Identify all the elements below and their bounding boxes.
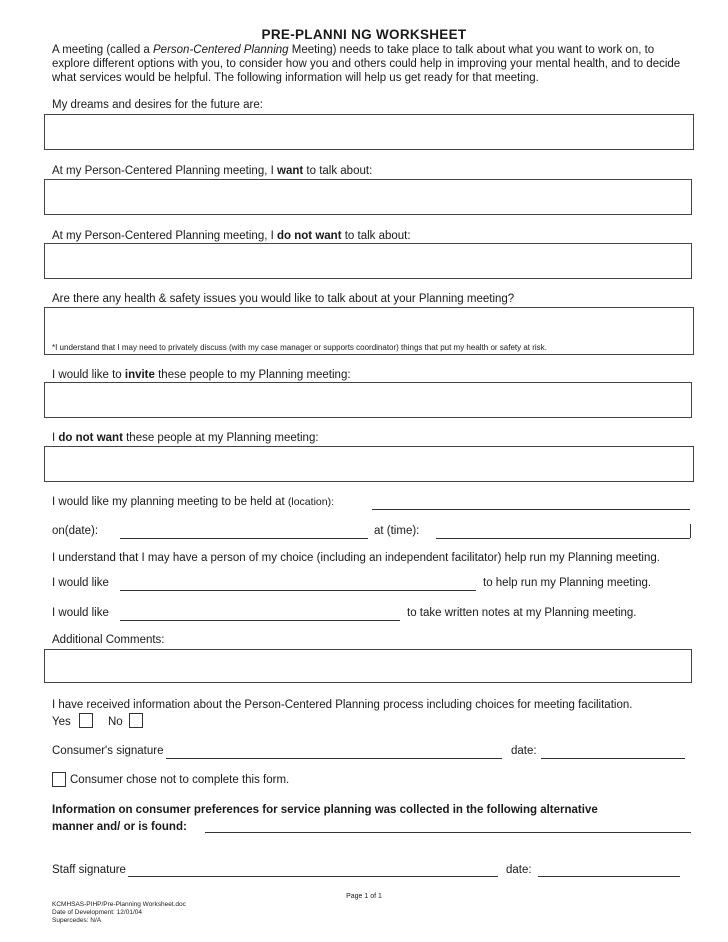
- not-want-label-post: to talk about:: [341, 230, 411, 242]
- not-want-field[interactable]: [44, 243, 692, 279]
- location-label: [52, 496, 334, 508]
- yes-checkbox[interactable]: [79, 713, 93, 728]
- alt-info-line2: manner and/ or is found:: [52, 821, 187, 833]
- additional-comments-label: Additional Comments:: [52, 634, 165, 646]
- time-label: at (time):: [374, 525, 420, 537]
- facilitator-name-line[interactable]: [120, 590, 476, 591]
- invite-label: [52, 369, 351, 381]
- no-checkbox[interactable]: [129, 713, 143, 728]
- invite-label-post: these people to my Planning meeting:: [154, 369, 351, 381]
- want-label: [52, 165, 372, 177]
- intro-text-1: A meeting (called a: [52, 44, 154, 56]
- staff-signature-line[interactable]: [128, 876, 498, 877]
- note-taker-name-line[interactable]: [120, 620, 400, 621]
- intro-paragraph: [52, 43, 692, 85]
- footer-supersedes: Supercedes: N/A: [52, 917, 102, 924]
- staff-date-line[interactable]: [538, 876, 680, 877]
- yes-label: Yes: [52, 716, 71, 728]
- intro-text-2: Meeting) needs to take place to talk about what you want to work on, to explore different options with you, to consider how you and others could help in improving your mental health, and to decide what services would be helpful. The following information will help us get ready for that meeting.: [52, 44, 681, 84]
- location-label-text: I would like my planning meeting to be held at: [52, 496, 288, 508]
- not-invite-label-bold: do not want: [58, 432, 123, 444]
- want-label-post: to talk about:: [303, 165, 373, 177]
- health-note: *I understand that I may need to privately discuss (with my case manager or supports coordinator) things that put my health or safety at risk.: [52, 343, 547, 352]
- want-label-bold: want: [277, 165, 304, 177]
- dreams-field[interactable]: [44, 114, 694, 150]
- consumer-date-label: date:: [511, 745, 537, 757]
- no-label: No: [108, 716, 123, 728]
- consumer-signature-line[interactable]: [166, 758, 502, 759]
- want-field[interactable]: [44, 179, 692, 215]
- invite-field[interactable]: [44, 382, 692, 418]
- footer-dev-date: Date of Development: 12/01/04: [52, 909, 142, 916]
- would-like-2-label: I would like: [52, 607, 109, 619]
- footer-block: [52, 901, 186, 925]
- alt-info-line1: Information on consumer preferences for service planning was collected in the following alternative: [52, 804, 598, 816]
- not-want-label: [52, 230, 411, 242]
- received-info-text: I have received information about the Person-Centered Planning process including choices for meeting facilitation.: [52, 699, 633, 711]
- time-input-line[interactable]: [436, 538, 690, 539]
- intro-italic: Person-Centered Planning: [153, 44, 289, 56]
- time-line-end-tick: [690, 524, 691, 538]
- invite-label-bold: invite: [124, 369, 155, 381]
- page-title: PRE-PLANNI NG WORKSHEET: [261, 27, 467, 42]
- not-want-label-bold: do not want: [277, 230, 342, 242]
- staff-signature-label: Staff signature: [52, 864, 126, 876]
- consumer-date-line[interactable]: [541, 758, 685, 759]
- would-like-1-suffix: to help run my Planning meeting.: [483, 577, 652, 589]
- not-invite-label-pre: I: [52, 432, 59, 444]
- page-number: Page 1 of 1: [346, 893, 382, 900]
- location-input-line[interactable]: [372, 509, 690, 510]
- staff-date-label: date:: [506, 864, 532, 876]
- would-like-1-label: I would like: [52, 577, 109, 589]
- location-label-paren: (location):: [287, 496, 334, 508]
- consumer-chose-label: Consumer chose not to complete this form.: [70, 774, 290, 786]
- facilitator-text: I understand that I may have a person of my choice (including an independent facilitator) help run my Planning meeting.: [52, 552, 660, 564]
- additional-comments-field[interactable]: [44, 649, 692, 683]
- consumer-signature-label: Consumer's signature: [52, 745, 164, 757]
- consumer-chose-checkbox[interactable]: [52, 772, 66, 787]
- invite-label-pre: I would like to: [52, 369, 125, 381]
- not-invite-label-post: these people at my Planning meeting:: [122, 432, 319, 444]
- dreams-label: My dreams and desires for the future are:: [52, 99, 263, 111]
- date-label: on(date):: [52, 525, 99, 537]
- health-label: Are there any health & safety issues you would like to talk about at your Planning meeting?: [52, 293, 515, 305]
- footer-file: KCMHSAS-PIHP/Pre-Planning Worksheet.doc: [52, 901, 186, 908]
- not-invite-label: [52, 432, 319, 444]
- date-input-line[interactable]: [120, 538, 368, 539]
- alt-info-line[interactable]: [205, 832, 691, 833]
- want-label-pre: At my Person-Centered Planning meeting, I: [52, 165, 278, 177]
- would-like-2-suffix: to take written notes at my Planning meeting.: [407, 607, 637, 619]
- not-invite-field[interactable]: [44, 446, 694, 482]
- not-want-label-pre: At my Person-Centered Planning meeting, I: [52, 230, 278, 242]
